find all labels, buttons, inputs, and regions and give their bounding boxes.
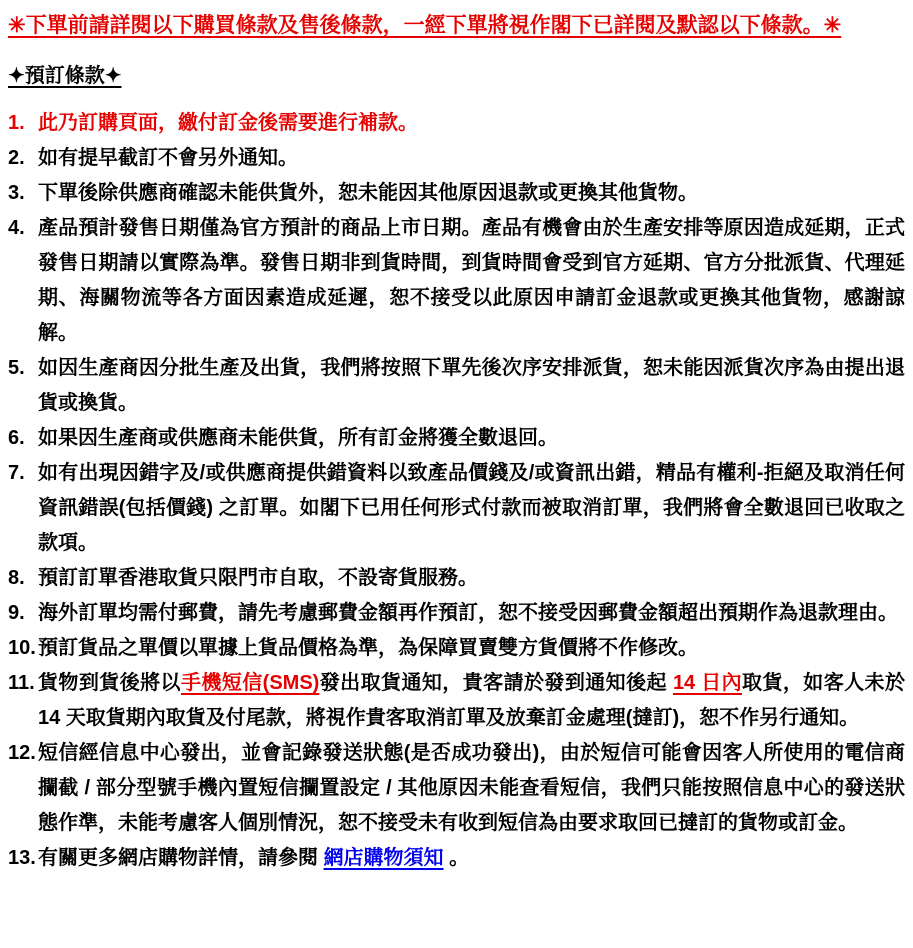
term-item-13 — [8, 841, 905, 876]
term-item-6 — [8, 421, 905, 456]
term-number: 7. — [8, 462, 25, 484]
term-text-segment: 如有出現因錯字及/或供應商提供錯資料以致產品價錢及/或資訊出錯，精品有權利-拒絕及取消任何資訊錯誤(包括價錢) 之訂單。如閣下已用任何形式付款而被取消訂單，我們將會全數退回已收取之款項。 — [38, 462, 905, 554]
term-text-segment: 有關更多網店購物詳情，請參閱 — [38, 847, 324, 869]
term-item-9 — [8, 596, 905, 631]
term-text — [38, 561, 905, 596]
term-text-segment: 發出取貨通知，貴客請於發到通知後起 — [319, 672, 673, 694]
term-text-segment: 短信經信息中心發出，並會記錄發送狀態(是否成功發出)，由於短信可能會因客人所使用的電信商攔截 / 部分型號手機內置短信攔置設定 / 其他原因未能查看短信，我們只能按照信息中心的發送狀態作準，未能考慮客人個別情況，恕不接受未有收到短信為由要求取回已撻訂的貨物或訂金。 — [38, 742, 905, 834]
term-number: 1. — [8, 112, 25, 134]
term-text-segment: 如果因生產商或供應商未能供貨，所有訂金將獲全數退回。 — [38, 427, 558, 449]
red-underline-highlight: 14 日內 — [672, 672, 743, 694]
term-item-7 — [8, 456, 905, 561]
term-item-4 — [8, 211, 905, 351]
term-text — [38, 176, 905, 211]
term-text — [38, 841, 905, 876]
term-text-segment: 貨物到貨後將以 — [38, 672, 181, 694]
term-text — [38, 456, 905, 561]
term-number: 6. — [8, 427, 25, 449]
term-text — [38, 141, 905, 176]
term-text-segment: 此乃訂購頁面，繳付訂金後需要進行補款。 — [38, 112, 418, 134]
section-title-preorder-terms: ✦預訂條款✦ — [8, 65, 122, 87]
red-underline-highlight: 手機短信(SMS) — [180, 672, 320, 694]
term-item-2 — [8, 141, 905, 176]
term-text-segment: 。 — [443, 847, 470, 869]
purchase-notice-banner: ✳下單前請詳閱以下購買條款及售後條款，一經下單將視作閣下已詳閱及默認以下條款。✳ — [8, 14, 842, 37]
term-number: 9. — [8, 602, 25, 624]
term-item-5 — [8, 351, 905, 421]
term-text-segment: 如因生產商因分批生產及出貨，我們將按照下單先後次序安排派貨，恕未能因派貨次序為由提出退貨或換貨。 — [38, 357, 905, 414]
term-item-11 — [8, 666, 905, 736]
shop-notice-link[interactable]: 網店購物須知 — [323, 847, 444, 869]
term-text-segment: 預訂訂單香港取貨只限門市自取，不設寄貨服務。 — [38, 567, 478, 589]
term-text-segment: 預訂貨品之單價以單據上貨品價格為準，為保障買賣雙方貨價將不作修改。 — [38, 637, 698, 659]
term-text-segment: 如有提早截訂不會另外通知。 — [38, 147, 298, 169]
term-number: 8. — [8, 567, 25, 589]
term-text — [38, 351, 905, 421]
term-text-segment: 產品預計發售日期僅為官方預計的商品上市日期。產品有機會由於生產安排等原因造成延期，正式發售日期請以實際為準。發售日期非到貨時間，到貨時間會受到官方延期、官方分批派貨、代理延期、海關物流等各方面因素造成延遲，恕不接受以此原因申請訂金退款或更換其他貨物，感謝諒解。 — [38, 217, 905, 344]
term-text — [38, 106, 905, 141]
term-item-10 — [8, 631, 905, 666]
term-text — [38, 666, 905, 736]
term-text-segment: 下單後除供應商確認未能供貨外，恕未能因其他原因退款或更換其他貨物。 — [38, 182, 698, 204]
term-number: 2. — [8, 147, 25, 169]
term-number: 13. — [8, 847, 36, 869]
term-item-1 — [8, 106, 905, 141]
terms-list — [8, 106, 905, 876]
term-number: 5. — [8, 357, 25, 379]
term-item-12 — [8, 736, 905, 841]
term-text — [38, 736, 905, 841]
term-number: 10. — [8, 637, 36, 659]
term-text — [38, 421, 905, 456]
term-text-segment: 海外訂單均需付郵費，請先考慮郵費金額再作預訂，恕不接受因郵費金額超出預期作為退款理由。 — [38, 602, 898, 624]
term-number: 3. — [8, 182, 25, 204]
term-text-segment: 取貨，如客人未於 14 天取貨期內取貨及付尾款，將視作貴客取消訂單及放棄訂金處理(撻訂)，恕不作另行通知。 — [38, 672, 905, 729]
term-text — [38, 631, 905, 666]
term-item-3 — [8, 176, 905, 211]
term-number: 4. — [8, 217, 25, 239]
term-item-8 — [8, 561, 905, 596]
term-number: 11. — [8, 672, 35, 694]
term-text — [38, 596, 905, 631]
term-text — [38, 211, 905, 351]
term-number: 12. — [8, 742, 36, 764]
